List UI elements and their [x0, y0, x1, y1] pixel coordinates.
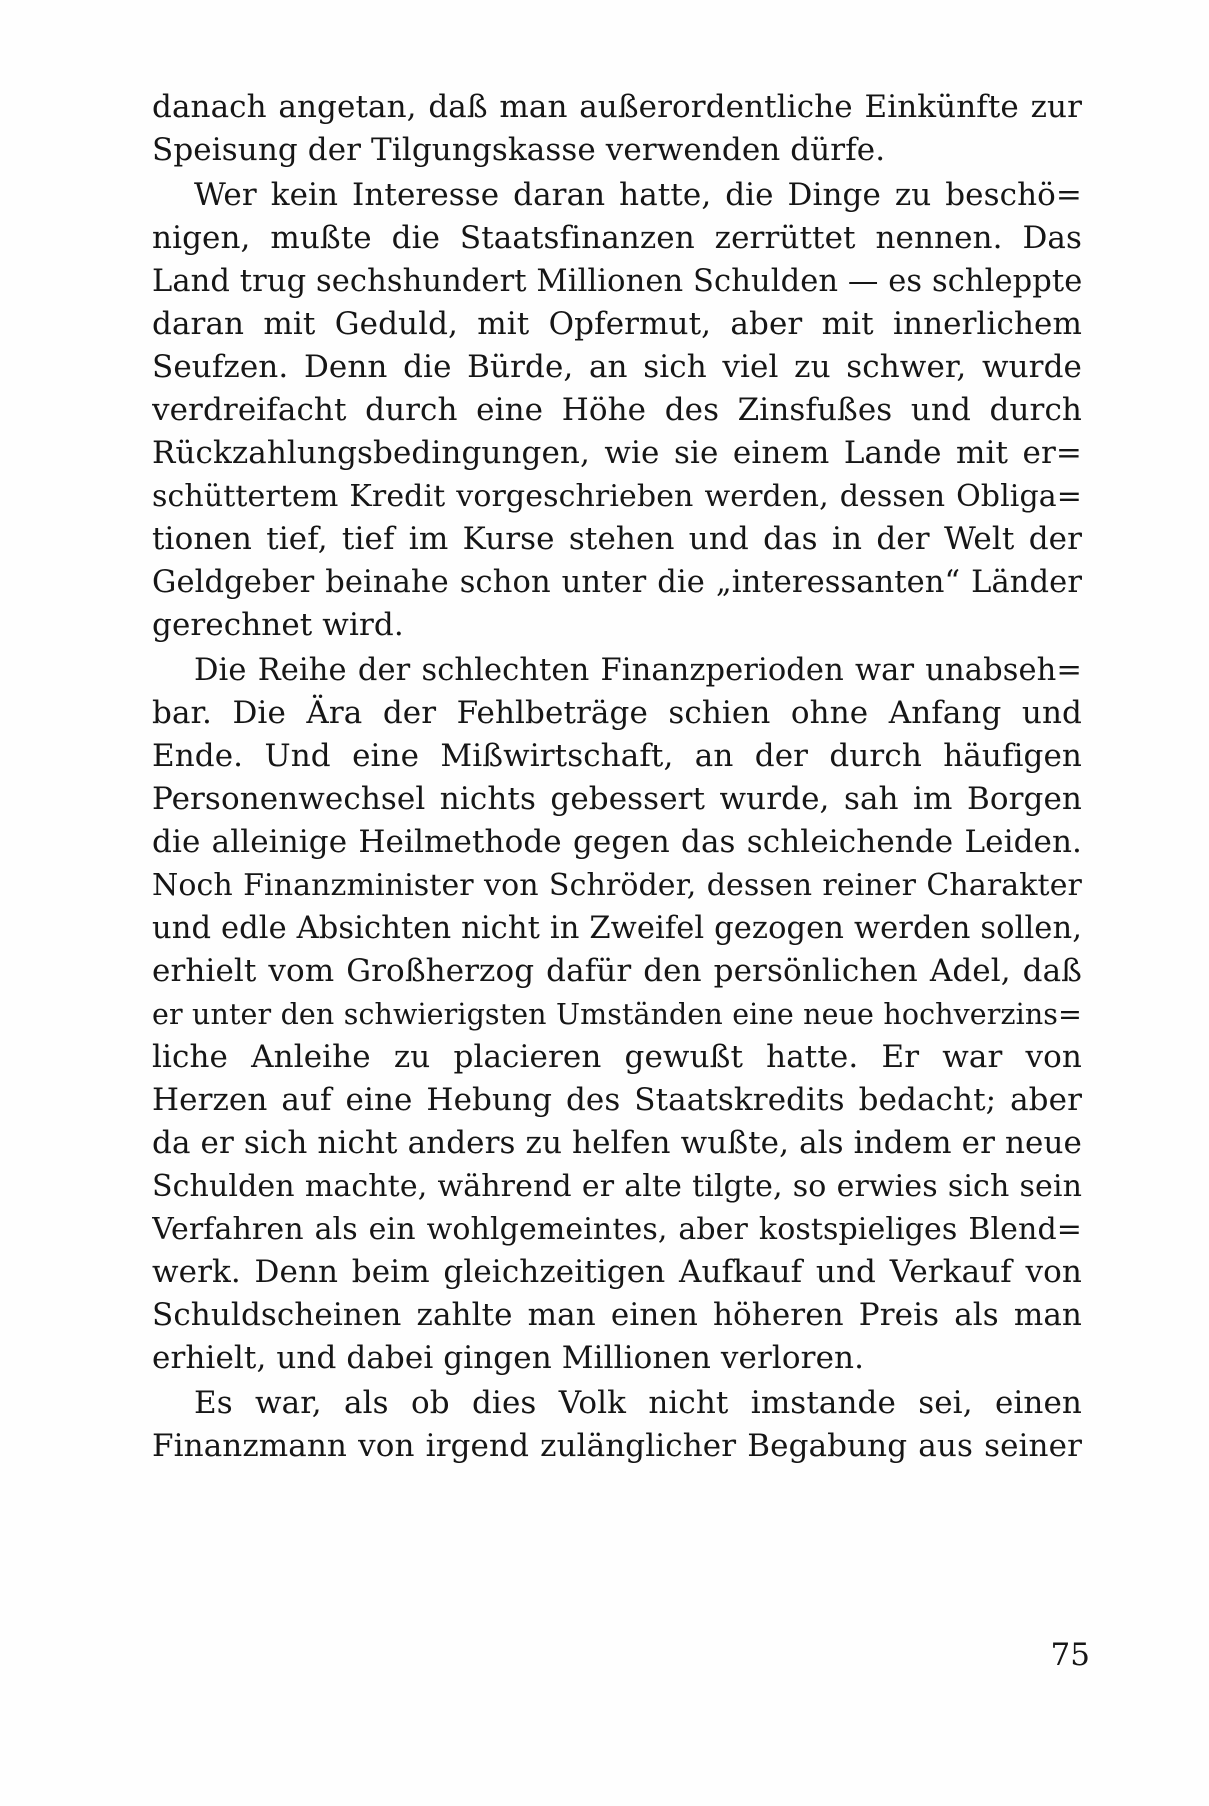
text-line: Schuldscheinen zahlte man einen höheren Preis als man — [152, 1297, 1082, 1333]
text-line: erhielt vom Großherzog dafür den persönlichen Adel, daß — [152, 953, 1082, 989]
text-line: tionen tief, tief im Kurse stehen und das in der Welt der — [152, 521, 1082, 557]
text-line: Wer kein Interesse daran hatte, die Dinge zu beschö= — [194, 177, 1082, 213]
paragraph — [152, 86, 1082, 172]
text-line: und edle Absichten nicht in Zweifel gezogen werden sollen, — [152, 911, 1082, 946]
text-line: Land trug sechshundert Millionen Schulden — es schleppte — [152, 264, 1082, 299]
text-line: nigen, mußte die Staatsfinanzen zerrüttet nennen. Das — [152, 220, 1082, 256]
text-line: Schulden machte, während er alte tilgte, so erwies sich sein — [152, 1169, 1082, 1204]
paragraph — [152, 649, 1082, 1380]
text-line: Die Reihe der schlechten Finanzperioden war unabseh= — [194, 653, 1082, 688]
text-line: gerechnet wird. — [152, 607, 404, 643]
text-line: schüttertem Kredit vorgeschrieben werden, dessen Obliga= — [152, 479, 1082, 514]
paragraph — [152, 174, 1082, 647]
text-line: bar. Die Ära der Fehlbeträge schien ohne Anfang und — [152, 695, 1082, 731]
text-line: daran mit Geduld, mit Opfermut, aber mit innerlichem — [152, 306, 1082, 342]
text-line: er unter den schwierigsten Umständen eine neue hochverzins= — [152, 998, 1082, 1031]
text-line: Speisung der Tilgungskasse verwenden dürfe. — [152, 132, 886, 168]
text-line: Noch Finanzminister von Schröder, dessen reiner Charakter — [152, 868, 1082, 903]
text-line: liche Anleihe zu placieren gewußt hatte. Er war von — [152, 1039, 1082, 1075]
page-number: 75 — [1050, 1637, 1090, 1673]
text-line: erhielt, und dabei gingen Millionen verloren. — [152, 1340, 865, 1376]
text-line: werk. Denn beim gleichzeitigen Aufkauf und Verkauf von — [152, 1254, 1082, 1290]
text-line: Ende. Und eine Mißwirtschaft, an der durch häufigen — [152, 738, 1082, 774]
body-text — [152, 86, 1082, 1468]
text-line: verdreifacht durch eine Höhe des Zinsfußes und durch — [152, 392, 1082, 428]
text-line: Herzen auf eine Hebung des Staatskredits bedacht; aber — [152, 1082, 1082, 1118]
text-line: Geldgeber beinahe schon unter die „interessanten“ Länder — [152, 565, 1082, 600]
text-line: Rückzahlungsbedingungen, wie sie einem Lande mit er= — [152, 435, 1082, 471]
text-line: Verfahren als ein wohlgemeintes, aber kostspieliges Blend= — [152, 1212, 1082, 1247]
text-line: danach angetan, daß man außerordentliche Einkünfte zur — [152, 89, 1082, 125]
text-line: da er sich nicht anders zu helfen wußte, als indem er neue — [152, 1125, 1082, 1161]
paragraph — [152, 1382, 1082, 1468]
text-line: die alleinige Heilmethode gegen das schleichende Leiden. — [152, 824, 1082, 860]
text-line: Personenwechsel nichts gebessert wurde, sah im Borgen — [152, 781, 1082, 817]
text-line: Finanzmann von irgend zulänglicher Begabung aus seiner — [152, 1428, 1082, 1464]
text-line: Es war, als ob dies Volk nicht imstande sei, einen — [194, 1385, 1082, 1421]
text-line: Seufzen. Denn die Bürde, an sich viel zu schwer, wurde — [152, 349, 1082, 385]
